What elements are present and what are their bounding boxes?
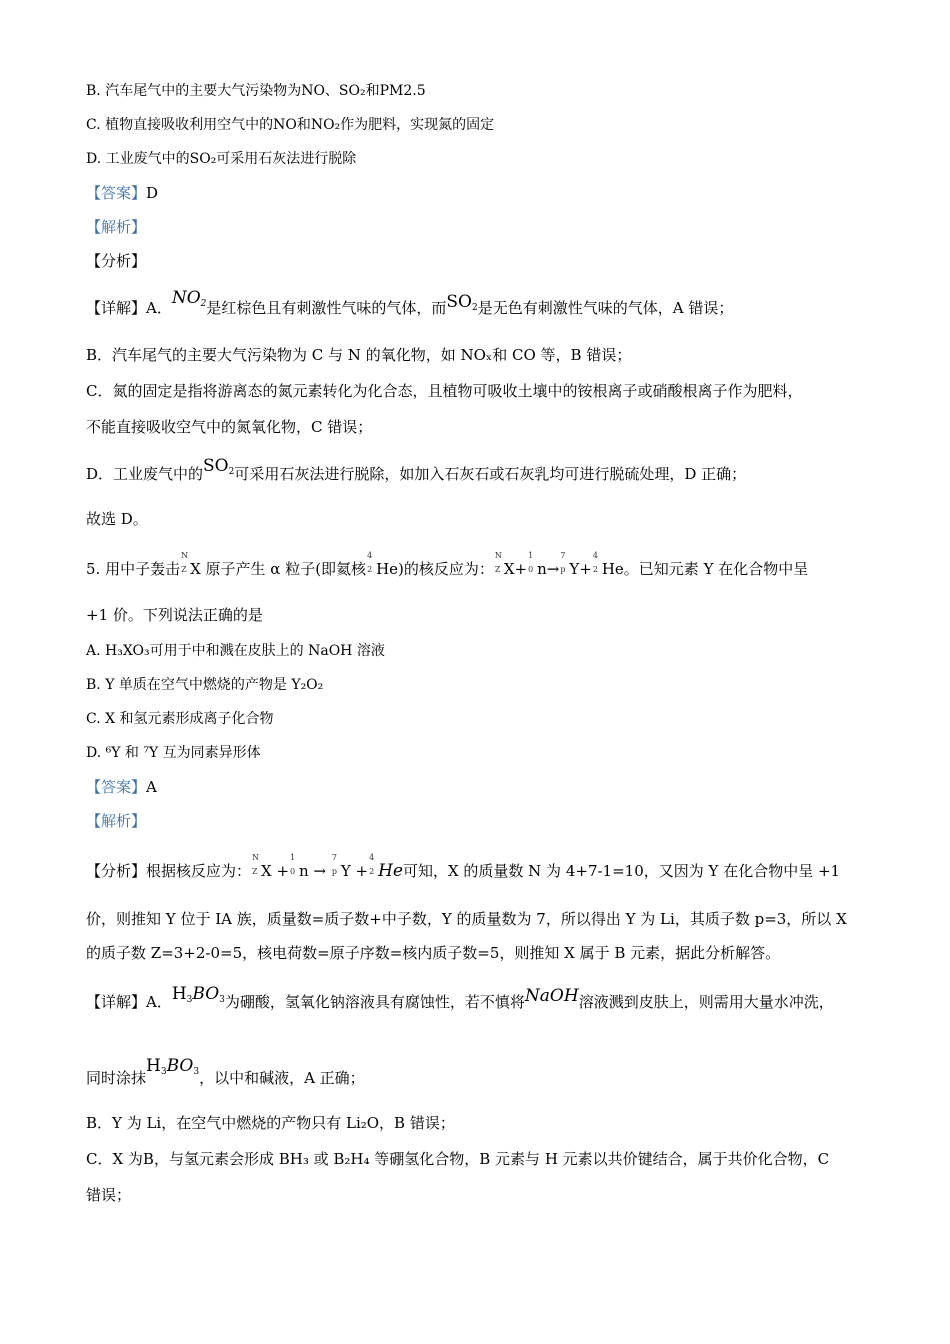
- q4-option-c: C. 植物直接吸收利用空气中的NO和NO₂作为肥料，实现氮的固定: [86, 117, 495, 133]
- answer-value: A: [146, 778, 157, 796]
- q5-stem-line1: 5. 用中子轰击 N Z X 原子产生 α 粒子(即氦核 4 2 He)的核反应为： N Z X+ 1 0 n→ 7 p Y+ 4 2 He。已知元素 Y 在化合物中呈: [86, 551, 809, 578]
- q4-analysis-label: 【解析】: [86, 218, 147, 236]
- nuclide-X: N Z: [181, 551, 189, 574]
- q4-fenxi-label: 【分析】: [86, 252, 147, 270]
- q5-detail-a: 【详解】A．$H_3BO_3$为硼酸，氢氧化钠溶液具有腐蚀性，若不慎将NaOH溶液溅到皮肤上，则需用大量水冲洗，: [86, 984, 834, 1011]
- q4-detail-b: B．汽车尾气的主要大气污染物为 C 与 N 的氧化物，如 NOₓ和 CO 等，B 错误；: [86, 346, 632, 364]
- q5-option-d: D. ⁶Y 和 ⁷Y 互为同素异形体: [86, 745, 261, 761]
- nuclide-He: 4 2: [369, 853, 375, 876]
- formula-so2: $SO_2$: [203, 456, 235, 477]
- nuclide-n: 1 0: [290, 853, 296, 876]
- q4-conclusion: 故选 D。: [86, 510, 148, 528]
- q5-detail-c2: 错误；: [86, 1186, 132, 1204]
- answer-label: 【答案】: [86, 184, 147, 202]
- formula-no2: $NO_2$: [171, 288, 207, 309]
- q4-detail-c1: C．氮的固定是指将游离态的氮元素转化为化合态，且植物可吸收土壤中的铵根离子或硝酸根离子作为肥料，: [86, 382, 803, 400]
- nuclide-He: 4 2: [367, 551, 373, 574]
- q5-detail-c1: C．X 为B，与氢元素会形成 BH₃ 或 B₂H₄ 等硼氢化合物，B 元素与 H 元素以共价键结合，属于共价化合物，C: [86, 1150, 830, 1168]
- formula-h3bo3: $H_3BO_3$: [171, 984, 225, 1005]
- formula-so2: $SO_2$: [446, 292, 478, 313]
- q5-detail-a2: 同时涂抹$H_3BO_3$，以中和碱液，A 正确；: [86, 1056, 365, 1087]
- q5-detail-b: B．Y 为 Li，在空气中燃烧的产物只有 Li₂O，B 错误；: [86, 1114, 455, 1132]
- answer-label: 【答案】: [86, 778, 147, 796]
- q4-detail-a: [86, 288, 734, 319]
- q5-analysis-label: 【解析】: [86, 812, 147, 830]
- nuclide-Y: 7 p: [331, 853, 337, 876]
- q4-detail-d: D．工业废气中的$SO_2$可采用石灰法进行脱除，如加入石灰石或石灰乳均可进行脱硫处理，D 正确；: [86, 456, 747, 483]
- formula-naoh: NaOH: [524, 986, 579, 1006]
- detail-text: 是红棕色且有刺激性气味的气体，而: [206, 299, 447, 317]
- detail-text-end: 是无色有刺激性气味的气体，A 错误；: [477, 299, 734, 317]
- q5-stem-line2: +1 价。下列说法正确的是: [86, 606, 263, 624]
- q4-option-d: D. 工业废气中的SO₂可采用石灰法进行脱除: [86, 151, 357, 167]
- nuclide-n: 1 0: [528, 551, 534, 574]
- formula-h3bo3: $H_3BO_3$: [146, 1056, 200, 1077]
- nuclide-X: N Z: [494, 551, 502, 574]
- q5-fenxi-line1: 【分析】根据核反应为： N Z X + 1 0 n → 7 p Y + 4 2 He可知，X 的质量数 N 为 4+7-1=10，又因为 Y 在化合物中呈 +1: [86, 853, 841, 881]
- q4-detail-c2: 不能直接吸收空气中的氮氧化物，C 错误；: [86, 418, 373, 436]
- answer-value: D: [146, 184, 159, 202]
- q5-answer: [86, 780, 157, 795]
- q5-option-b: B. Y 单质在空气中燃烧的产物是 Y₂O₂: [86, 677, 324, 693]
- q4-answer: [86, 186, 158, 201]
- nuclide-X: N Z: [252, 853, 260, 876]
- q5-option-a: A. H₃XO₃可用于中和溅在皮肤上的 NaOH 溶液: [86, 643, 385, 659]
- detail-prefix: 【详解】A．: [86, 299, 172, 317]
- q5-fenxi-line2: 价，则推知 Y 位于 IA 族，质量数=质子数+中子数，Y 的质量数为 7，所以得出 Y 为 Li，其质子数 p=3，所以 X: [86, 910, 847, 928]
- q5-option-c: C. X 和氢元素形成离子化合物: [86, 711, 274, 727]
- nuclide-Y: 7 p: [560, 551, 566, 574]
- nuclide-He: 4 2: [592, 551, 598, 574]
- q5-fenxi-line3: 的质子数 Z=3+2-0=5，核电荷数=原子序数=核内质子数=5，则推知 X 属于 B 元素，据此分析解答。: [86, 944, 781, 962]
- q4-option-b: B. 汽车尾气中的主要大气污染物为NO、SO₂和PM2.5: [86, 83, 426, 99]
